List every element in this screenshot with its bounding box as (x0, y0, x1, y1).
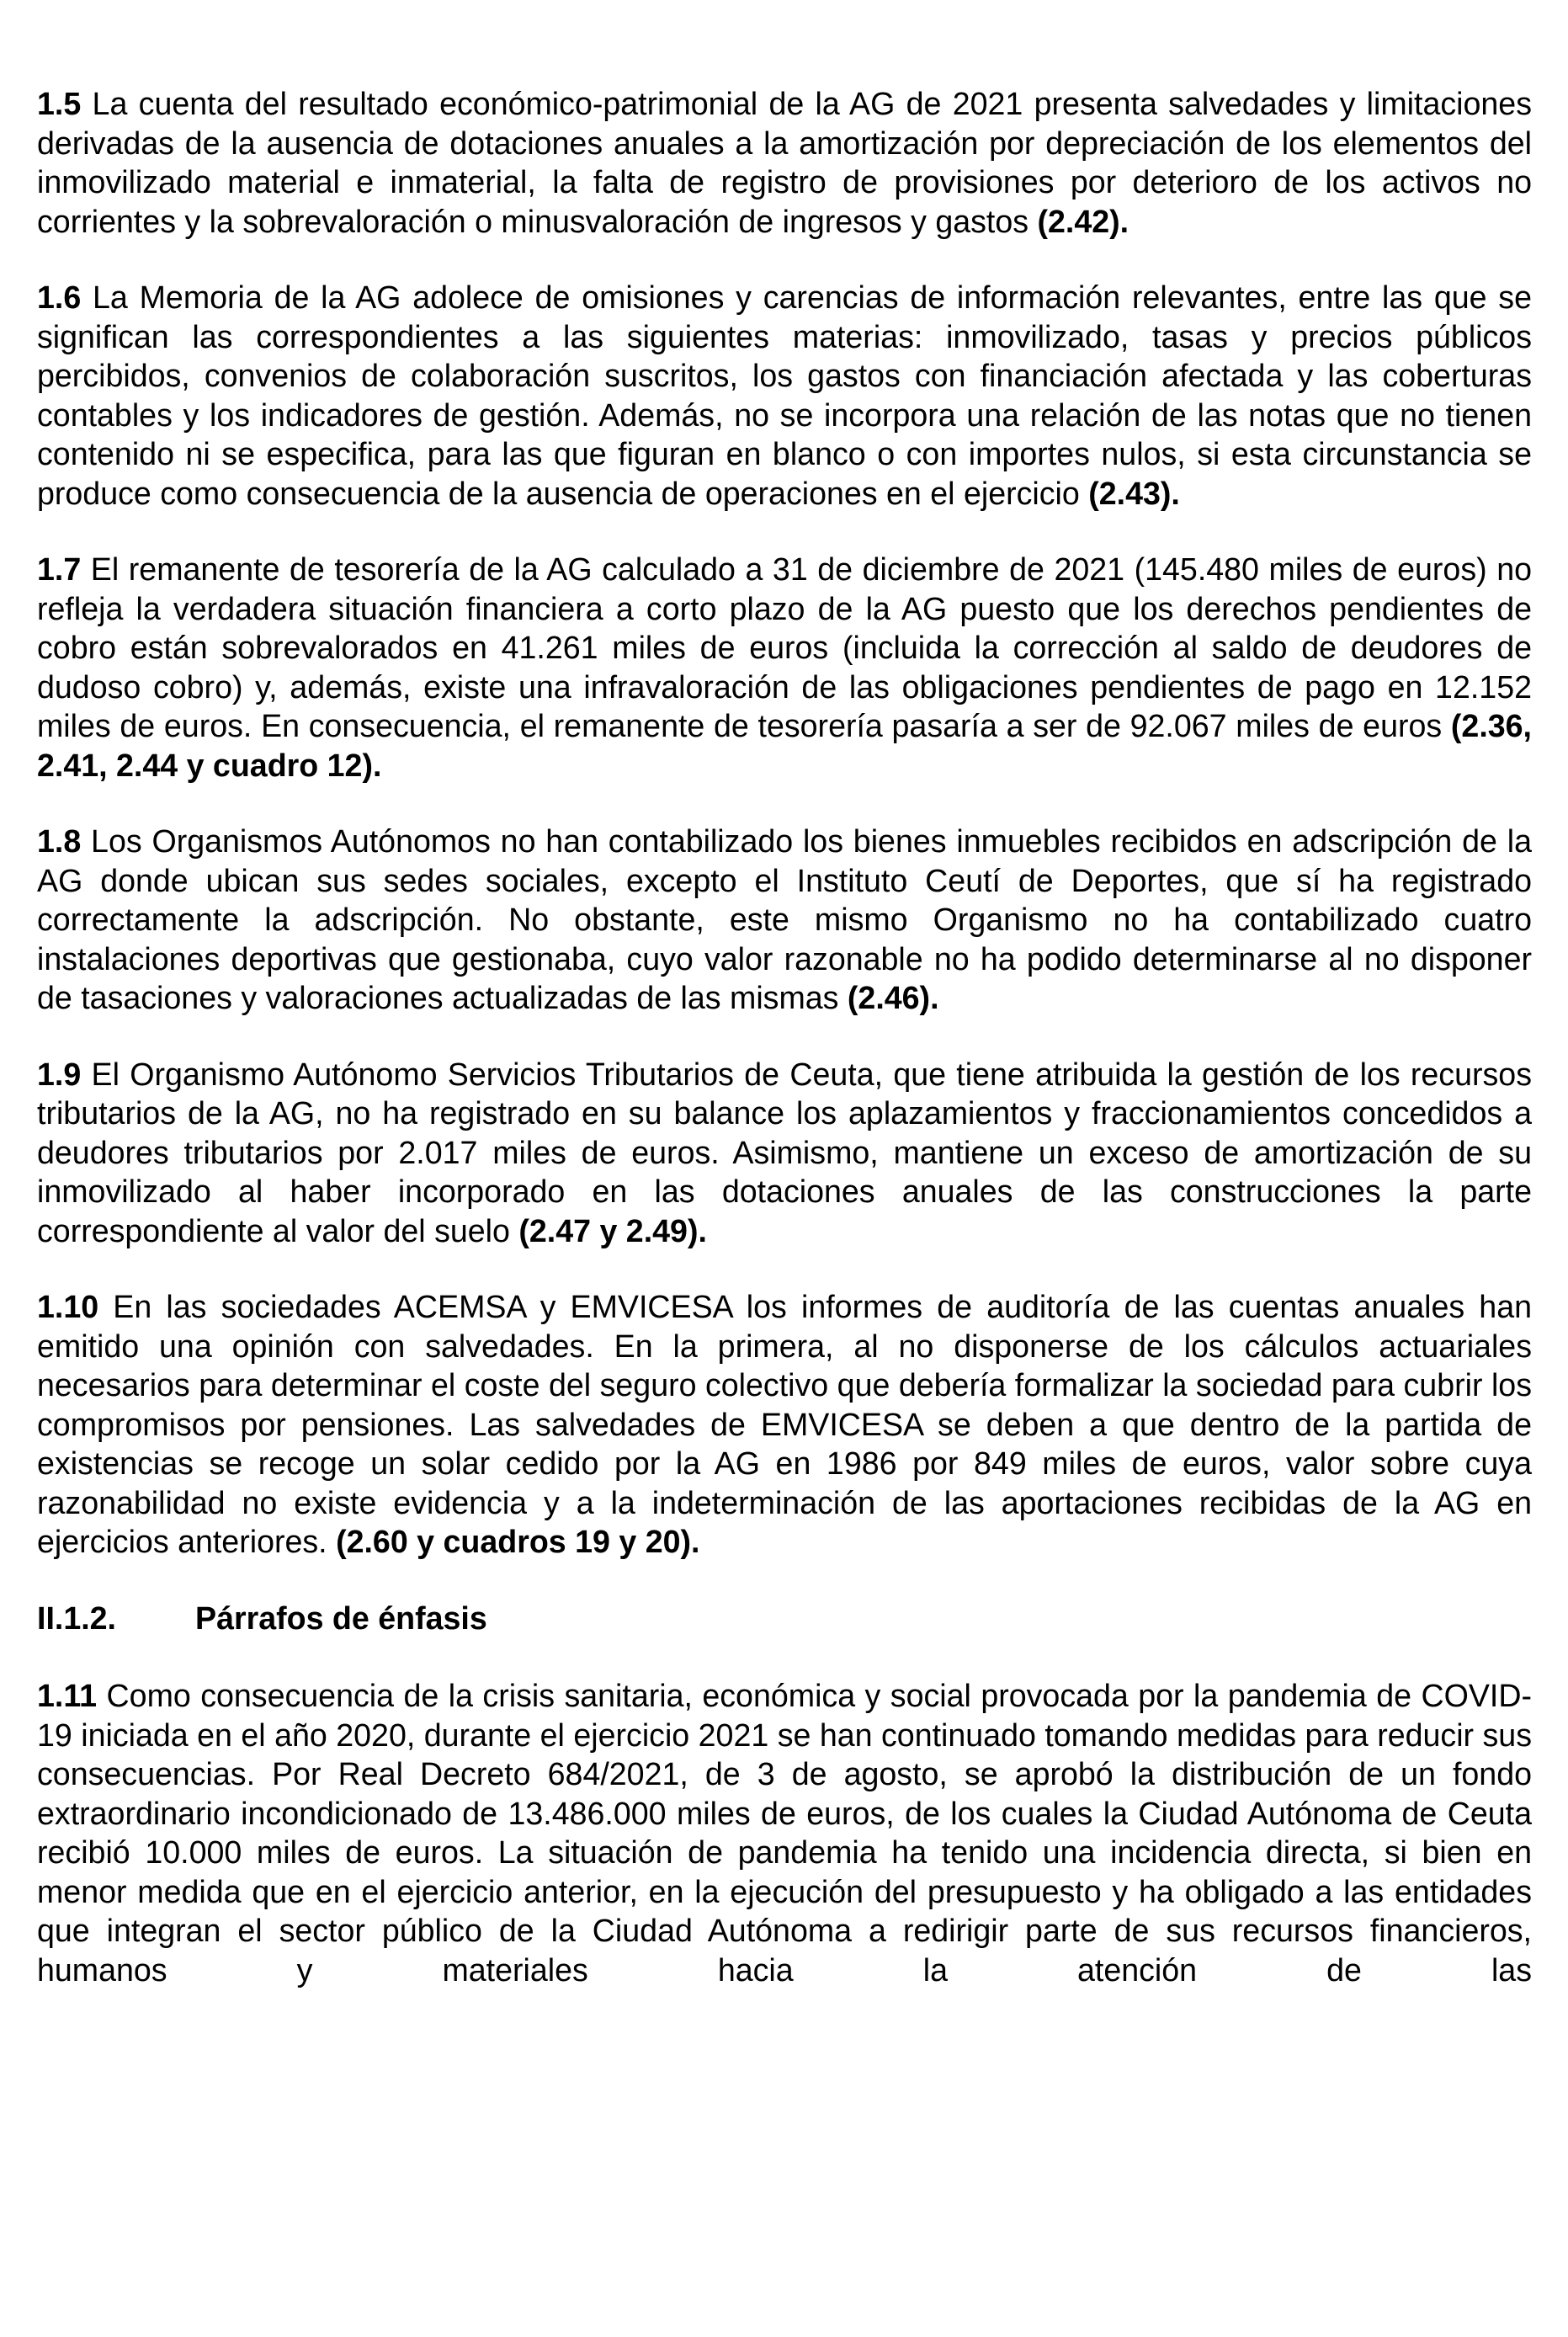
paragraph-reference: (2.42). (1037, 203, 1129, 239)
paragraph-1-10 (37, 1287, 1532, 1562)
paragraph-text: Como consecuencia de la crisis sanitaria, económica y social provocada por la pandemia de COVID-19 iniciada en el año 2020, durante el ejercicio 2021 se han continuado tomando medidas para reducir sus consecuencias. Por Real Decreto 684/2021, de 3 de agosto, se aprobó la distribución de un fondo extraordinario incondicionado de 13.486.000 miles de euros, de los cuales la Ciudad Autónoma de Ceuta recibió 10.000 miles de euros. La situación de pandemia ha tenido una incidencia directa, si bien en menor medida que en el ejercicio anterior, en la ejecución del presupuesto y ha obligado a las entidades que integran el sector público de la Ciudad Autónoma a redirigir parte de sus recursos financieros, humanos y materiales hacia la atención de las (37, 1678, 1532, 1988)
paragraph-1-6 (37, 278, 1532, 513)
paragraph-number: 1.5 (37, 86, 82, 121)
paragraph-reference: (2.43). (1088, 475, 1180, 511)
paragraph-reference: (2.47 y 2.49). (518, 1212, 707, 1248)
paragraph-1-11 (37, 1676, 1532, 1989)
paragraph-1-7 (37, 550, 1532, 785)
section-title: Párrafos de énfasis (195, 1600, 487, 1636)
paragraph-1-8 (37, 822, 1532, 1018)
paragraph-number: 1.9 (37, 1056, 82, 1092)
paragraph-number: 1.7 (37, 551, 82, 587)
paragraph-text: En las sociedades ACEMSA y EMVICESA los informes de auditoría de las cuentas anuales han emitido una opinión con salvedades. En la primera, al no disponerse de los cálculos actuariales necesarios para determinar el coste del seguro colectivo que debería formalizar la sociedad para cubrir los compromisos por pensiones. Las salvedades de EMVICESA se deben a que dentro de la partida de existencias se recoge un solar cedido por la AG en 1986 por 849 miles de euros, valor sobre cuya razonabilidad no existe evidencia y a la indeterminación de las aportaciones recibidas de la AG en ejercicios anteriores. (37, 1289, 1532, 1559)
paragraph-number: 1.6 (37, 279, 82, 315)
paragraph-text: El remanente de tesorería de la AG calculado a 31 de diciembre de 2021 (145.480 miles de euros) no refleja la verdadera situación financiera a corto plazo de la AG puesto que los derechos pendientes de cobro están sobrevalorados en 41.261 miles de euros (incluida la corrección al saldo de deudores de dudoso cobro) y, además, existe una infravaloración de las obligaciones pendientes de pago en 12.152 miles de euros. En consecuencia, el remanente de tesorería pasaría a ser de 92.067 miles de euros (37, 551, 1532, 743)
paragraph-1-9 (37, 1055, 1532, 1251)
paragraph-1-5 (37, 84, 1532, 241)
paragraph-number: 1.8 (37, 823, 82, 859)
paragraph-number: 1.10 (37, 1289, 99, 1324)
paragraph-text: La cuenta del resultado económico-patrimonial de la AG de 2021 presenta salvedades y limitaciones derivadas de la ausencia de dotaciones anuales a la amortización por depreciación de los elementos del inmovilizado material e inmaterial, la falta de registro de provisiones por deterioro de los activos no corrientes y la sobrevaloración o minusvaloración de ingresos y gastos (37, 86, 1532, 239)
section-number: II.1.2. (37, 1600, 117, 1636)
paragraph-reference: (2.60 y cuadros 19 y 20). (336, 1524, 700, 1559)
paragraph-text: La Memoria de la AG adolece de omisiones y carencias de información relevantes, entre las que se significan las correspondientes a las siguientes materias: inmovilizado, tasas y precios públicos percibidos, convenios de colaboración suscritos, los gastos con financiación afectada y las coberturas contables y los indicadores de gestión. Además, no se incorpora una relación de las notas que no tienen contenido ni se especifica, para las que figuran en blanco o con importes nulos, si esta circunstancia se produce como consecuencia de la ausencia de operaciones en el ejercicio (37, 279, 1532, 511)
paragraph-text: Los Organismos Autónomos no han contabilizado los bienes inmuebles recibidos en adscripción de la AG donde ubican sus sedes sociales, excepto el Instituto Ceutí de Deportes, que sí ha registrado correctamente la adscripción. No obstante, este mismo Organismo no ha contabilizado cuatro instalaciones deportivas que gestionaba, cuyo valor razonable no ha podido determinarse al no disponer de tasaciones y valoraciones actualizadas de las mismas (37, 823, 1532, 1015)
paragraph-number: 1.11 (37, 1678, 98, 1713)
paragraph-reference: (2.46). (847, 980, 939, 1015)
paragraph-reference: (2.36, 2.41, 2.44 y cuadro 12). (37, 708, 1532, 783)
section-heading (37, 1599, 1532, 1638)
page-content (37, 84, 1532, 2026)
paragraph-text: El Organismo Autónomo Servicios Tributarios de Ceuta, que tiene atribuida la gestión de los recursos tributarios de la AG, no ha registrado en su balance los aplazamientos y fraccionamientos concedidos a deudores tributarios por 2.017 miles de euros. Asimismo, mantiene un exceso de amortización de su inmovilizado al haber incorporado en las dotaciones anuales de las construcciones la parte correspondiente al valor del suelo (37, 1056, 1532, 1248)
